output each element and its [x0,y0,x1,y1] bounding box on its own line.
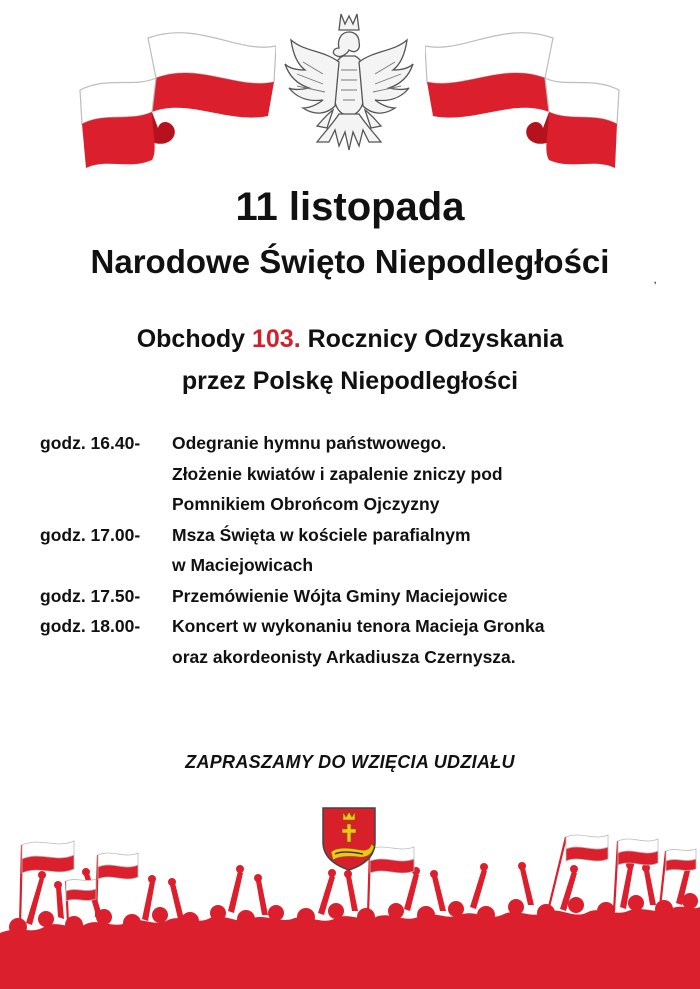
schedule-line: Pomnikiem Obrońcom Ojczyzny [172,494,440,514]
celebration-prefix: Obchody [136,325,246,353]
anniversary-number: 103. [252,325,301,353]
schedule-item [40,611,680,672]
white-eagle-emblem-icon [283,10,415,168]
schedule-time: godz. 17.00- [40,524,141,545]
celebration-suffix: Rocznicy Odzyskania [307,325,564,353]
celebration-heading-line-1 [0,318,700,360]
schedule-line: w Maciejowicach [172,555,314,575]
schedule-line: Odegranie hymnu państwowego. [172,433,447,453]
schedule-line: Złożenie kwiatów i zapalenie zniczy pod [172,463,503,484]
schedule-time: godz. 17.50- [40,585,141,606]
event-date-title: 11 listopada [235,185,465,229]
municipal-coat-of-arms-icon [321,806,377,872]
left-flag-ribbon-icon [78,20,276,170]
schedule-time: godz. 18.00- [40,616,141,636]
stray-punctuation: , [654,276,657,285]
schedule-item [40,428,680,520]
celebration-heading-line-2: przez Polskę Niepodległości [181,367,519,395]
schedule-line: Przemówienie Wójta Gminy Maciejowice [172,585,508,606]
event-schedule [40,428,680,672]
invitation-text: ZAPRASZAMY DO WZIĘCIA UDZIAŁU [185,752,515,772]
schedule-line: Koncert w wykonaniu tenora Macieja Gronka [172,616,545,636]
schedule-item [40,581,680,612]
schedule-description [172,581,680,612]
schedule-description [172,611,680,672]
schedule-line: Msza Święta w kościele parafialnym [172,524,471,545]
schedule-description [172,428,680,520]
holiday-name-title: Narodowe Święto Niepodległości [90,243,610,280]
celebration-heading [0,318,700,402]
schedule-item [40,520,680,581]
right-flag-ribbon-icon [425,20,621,170]
schedule-time: godz. 16.40- [40,433,141,453]
schedule-line: oraz akordeonisty Arkadiusza Czernysza. [172,646,516,667]
schedule-description [172,520,680,581]
